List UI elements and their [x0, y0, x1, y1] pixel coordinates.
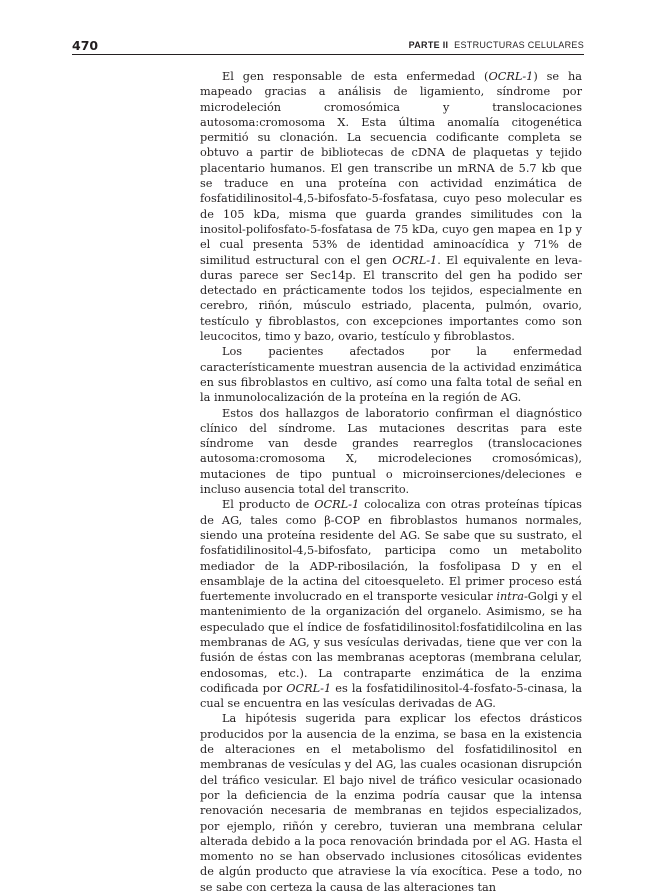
body-text [200, 69, 582, 895]
running-head [409, 40, 584, 50]
italic-run: OCRL-1 [392, 253, 438, 267]
italic-run: OCRL-1 [286, 681, 332, 695]
page-header [72, 38, 584, 54]
text-run: El producto de [222, 498, 315, 512]
italic-run: intra- [496, 590, 528, 604]
text-run: . El equivalente en levaduras parece ser Sec14p. El transcrito del gen ha podido ser detectado en prácticamente todos los tejidos, especialmente en cerebro, riñón, músculo estriado, placenta, pulmón, ovario, testículo y fibroblastos, con excepciones importantes como son leucocitos, timo y bazo, ovario, testículo y fibroblastos. [200, 253, 583, 344]
paragraph [200, 344, 582, 405]
paragraph [200, 406, 582, 498]
text-run: La hipótesis sugerida para explicar los efectos drásticos producidos por la ausencia de la enzima, se basa en la existencia de alteraciones en el metabolismo del fosfatidilinositol en membranas de vesículas y del AG, las cuales ocasionan disrupción del tráfico vesicular. El bajo nivel de tráfico vesicular ocasionado por la deficiencia de la enzima podría causar que la intensa renovación necesaria de membranas en tejidos especializados, por ejemplo, riñón y cerebro, tuvieran una membrana celular alterada debido a la poca renovación brindada por el AG. Hasta el momento no se han observado inclusiones citosólicas evidentes de algún producto que atraviese la vía exocítica. Pese a todo, no se sabe con certeza la causa de las alteraciones tan [200, 712, 582, 894]
header-rule [72, 54, 584, 55]
text-run: Estos dos hallazgos de laboratorio confirman el diagnóstico clínico del síndrome. Las mutaciones descritas para este síndrome van desde grandes rearreglos (translocaciones autosoma:cromosoma X, microdeleciones cromosómicas), mutaciones de tipo puntual o microinserciones/deleciones e incluso ausencia total del transcrito. [200, 406, 582, 497]
text-run: ) se ha mapeado gracias a análisis de ligamiento, síndrome por microdeleción cromosómica y translocaciones autosoma:cromosoma X. Esta última anomalía citogenética permitió su clonación. La secuencia codificante completa se obtuvo a partir de bibliotecas de cDNA de plaquetas y tejido placentario humanos. El gen transcribe un mRNA de 5.7 kb que se traduce en una proteína con actividad enzimática de fosfatidilinositol-4,5-bifosfato-5-fosfatasa, cuyo peso molecular es de 105 kDa, misma que guarda grandes similitudes con la inositol-polifosfato-5-fosfatasa de 75 kDa, cuyo gen mapea en 1p y el cual presenta 53% de identidad aminoacídica y 71% de similitud estructural con el gen [200, 70, 582, 267]
paragraph [200, 497, 582, 711]
text-run: El gen responsable de esta enfermedad ( [222, 70, 489, 83]
text-run: Golgi y el mantenimiento de la organización del organelo. Asimismo, se ha especulado que el índice de fosfatidilinositol:fosfatidilcolina en las membranas de AG, y sus vesículas derivadas, tiene que ver con la fusión de éstas con las membranas aceptoras (membrana celular, endosomas, etc.). La contraparte enzimática de la enzima codificada por [200, 590, 582, 695]
text-run: Los pacientes afectados por la enfermedad característicamente muestran ausencia de la actividad enzimática en sus fibroblastos en cultivo, así como una falta total de señal en la inmunolocalización de la proteína en la región de AG. [200, 345, 582, 405]
text-run: es la fosfatidilinositol-4-fosfato-5-cinasa, la cual se encuentra en las vesículas derivadas de AG. [200, 681, 582, 711]
text-run: colocaliza con otras proteínas típicas de AG, tales como β-COP en fibroblastos humanos normales, siendo una proteína residente del AG. Se sabe que su sustrato, el fosfatidilinositol-4,5-bifosfato, participa como un metabolito mediador de la ADP-ribosilación, la fosfolipasa D y en el ensamblaje de la actina del citoesqueleto. El primer proceso está fuertemente involucrado en el transporte vesicular [200, 498, 582, 604]
italic-run: OCRL-1 [314, 498, 360, 512]
italic-run: OCRL-1 [488, 70, 534, 83]
paragraph [200, 711, 582, 895]
page-number: 470 [72, 38, 99, 53]
paragraph [200, 69, 582, 344]
part-label: PARTE II [408, 40, 449, 50]
part-title: ESTRUCTURAS CELULARES [454, 40, 584, 50]
